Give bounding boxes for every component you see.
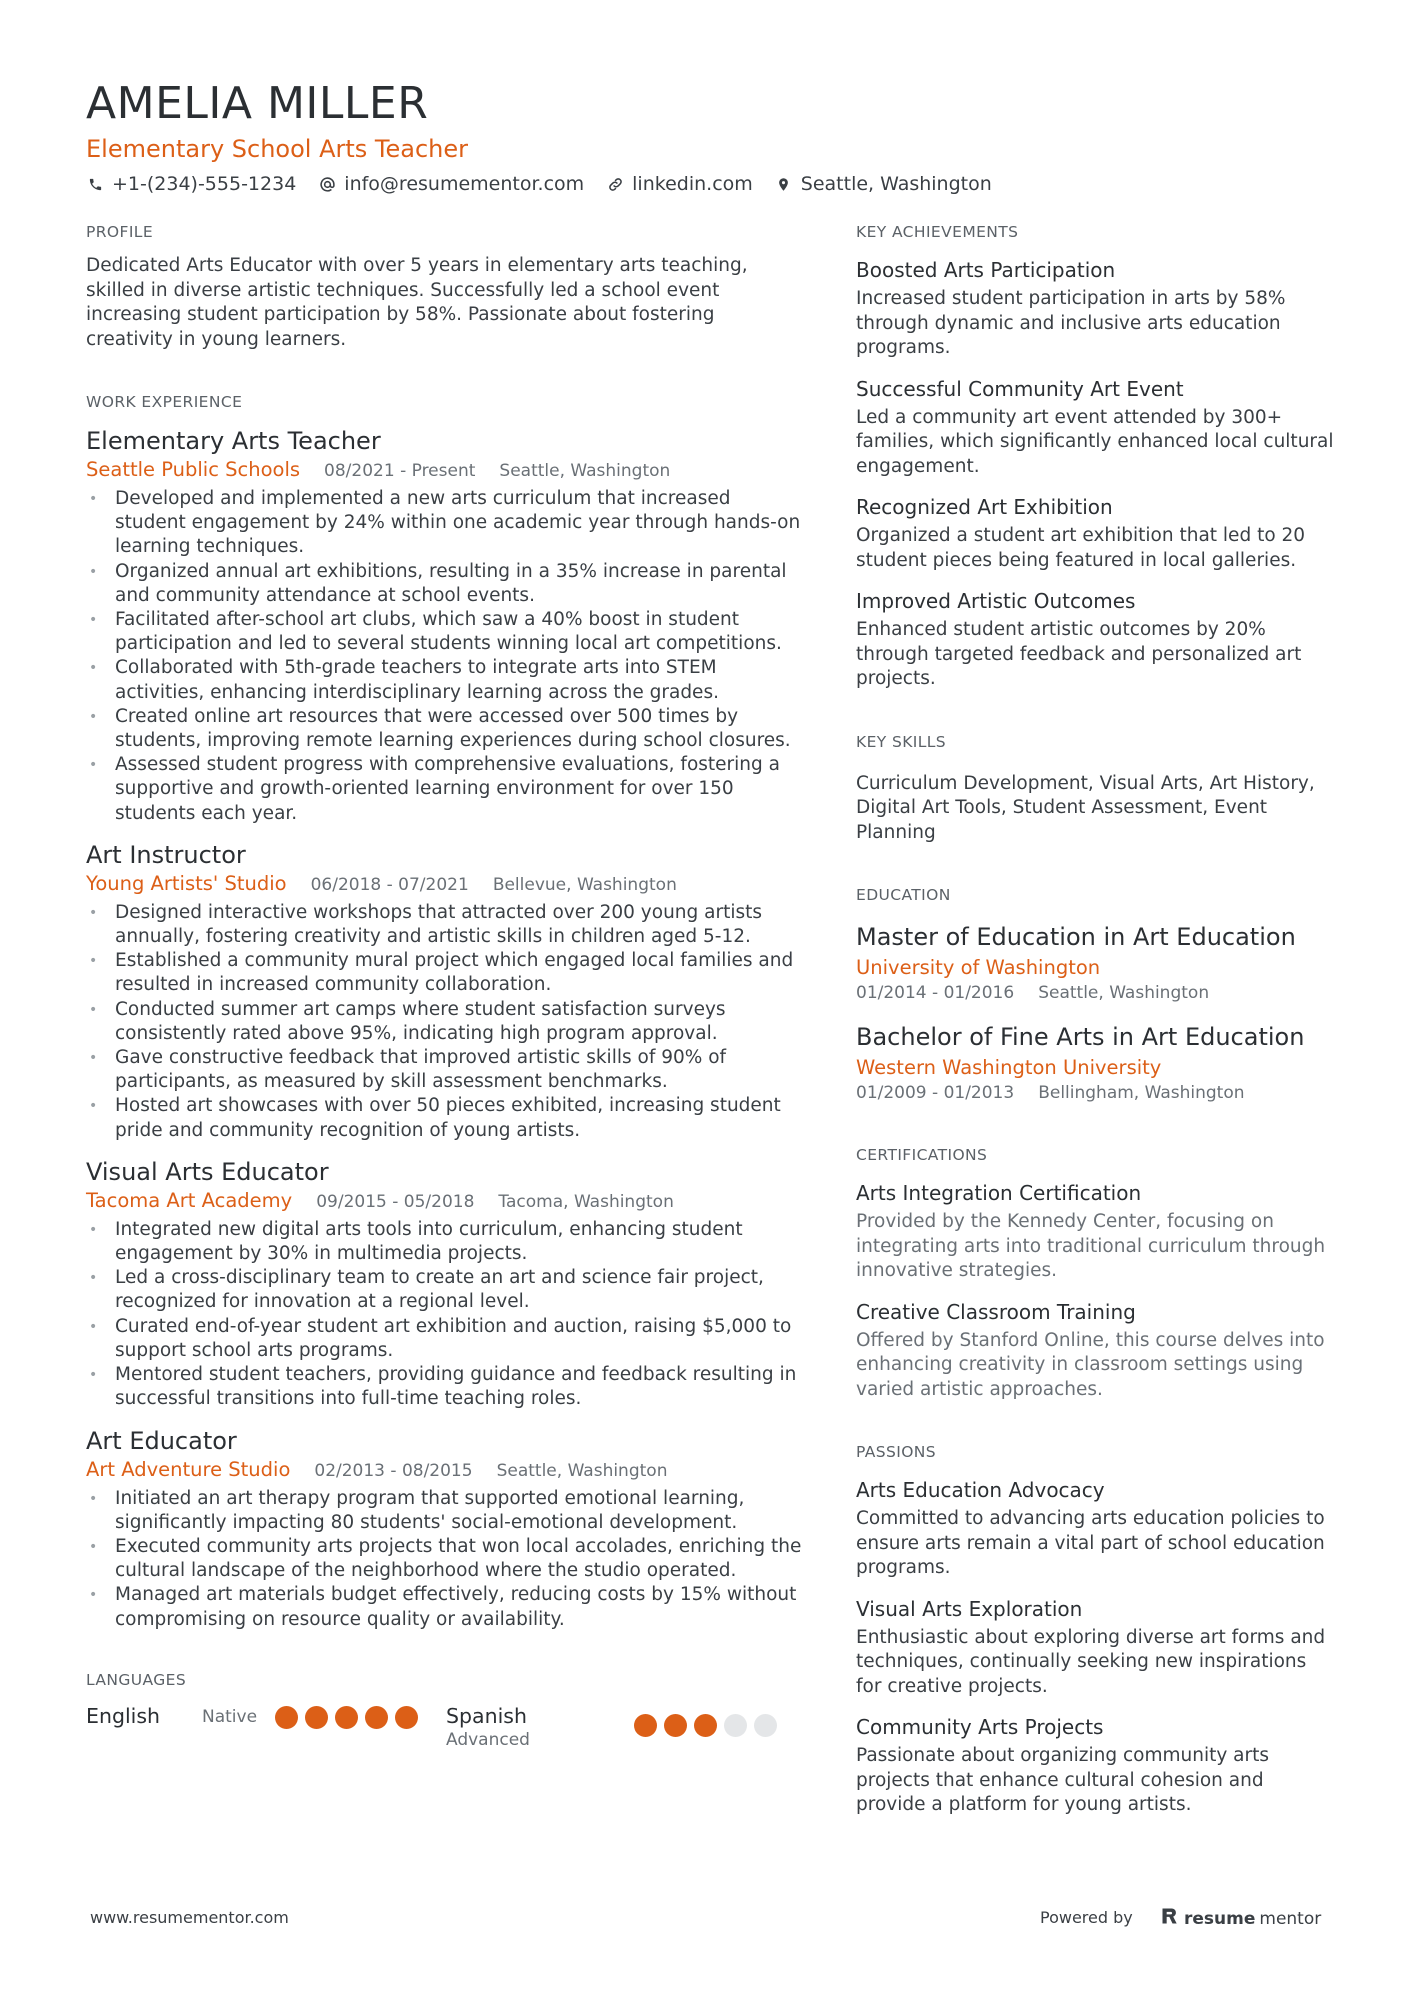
passions-heading: PASSIONS: [856, 1443, 937, 1461]
contact-bar: [86, 170, 1326, 198]
passion-title: Community Arts Projects: [856, 1715, 1104, 1739]
education-school: University of Washington: [856, 956, 1101, 979]
contact-phone-text: +1-(234)-555-1234: [112, 173, 297, 195]
job-dates: 02/2013 - 08/2015: [314, 1460, 473, 1481]
skills-heading: KEY SKILLS: [856, 732, 947, 751]
job-bullet: • Developed and implemented a new arts curriculum that increased student engagement by 24% within one academic year through hands-on learning techniques.: [86, 487, 806, 560]
passions-section: [856, 1442, 1336, 1818]
language-name: English: [86, 1703, 161, 1728]
education-heading: EDUCATION: [856, 886, 951, 904]
passion-desc: Enthusiastic about exploring diverse art forms and techniques, continually seeking new inspirations for creative projects.: [856, 1626, 1326, 1697]
job-dates: 09/2015 - 05/2018: [316, 1191, 475, 1212]
rating-dot-filled: [305, 1706, 328, 1729]
job-bullet: • Collaborated with 5th-grade teachers to integrate arts into STEM activities, enhancing interdisciplinary learning across the grades.: [86, 656, 806, 704]
passion-desc: Committed to advancing arts education policies to ensure arts remain a vital part of school education programs.: [856, 1508, 1325, 1578]
achievement-item: [856, 493, 1336, 573]
rating-dot-filled: [694, 1714, 717, 1737]
education-location: Seattle, Washington: [1038, 983, 1210, 1003]
job-title: Visual Arts Educator: [86, 1157, 329, 1186]
language-rating: [275, 1706, 418, 1729]
job-bullets: [86, 487, 806, 826]
link-icon: [606, 175, 624, 193]
job-entry: [86, 840, 806, 1143]
achievement-desc: Enhanced student artistic outcomes by 20% through targeted feedback and personalized art projects.: [856, 619, 1302, 689]
achievements-heading: KEY ACHIEVEMENTS: [856, 223, 1019, 241]
language-name: Spanish: [446, 1703, 527, 1728]
contact-phone[interactable]: [86, 170, 296, 198]
certification-item: [856, 1298, 1336, 1403]
education-school: Western Washington University: [856, 1056, 1162, 1079]
certification-item: [856, 1179, 1336, 1284]
education-dates: 01/2009 - 01/2013: [856, 1083, 1015, 1103]
job-dates: 08/2021 - Present: [324, 461, 476, 481]
education-item: [856, 1021, 1336, 1105]
job-bullet: • Mentored student teachers, providing guidance and feedback resulting in successful transitions into full-time teaching roles.: [86, 1363, 806, 1411]
skills-text: Curriculum Development, Visual Arts, Art History, Digital Art Tools, Student Assessment, Event Planning: [856, 772, 1315, 843]
right-column: [856, 222, 1336, 1818]
left-column: [86, 222, 806, 1752]
achievement-item: [856, 256, 1336, 361]
candidate-title: Elementary School Arts Teacher: [86, 135, 468, 163]
education-meta: [856, 981, 1336, 1005]
job-bullet: • Facilitated after-school art clubs, which saw a 40% boost in student participation and led to several students winning local art competitions.: [86, 608, 806, 656]
education-item: [856, 921, 1336, 1005]
achievement-title: Improved Artistic Outcomes: [856, 589, 1136, 613]
job-bullet: • Organized annual art exhibitions, resulting in a 35% increase in parental and community attendance at school events.: [86, 560, 806, 608]
contact-location: [775, 170, 992, 198]
certification-title: Creative Classroom Training: [856, 1299, 1136, 1324]
education-section: [856, 885, 1336, 1105]
job-bullet: • Executed community arts projects that won local accolades, enriching the cultural landscape of the neighborhood where the studio operated.: [86, 1535, 806, 1583]
job-meta: [86, 872, 806, 897]
candidate-name: AMELIA MILLER: [86, 78, 429, 129]
achievement-item: [856, 375, 1336, 480]
rating-dot-filled: [664, 1714, 687, 1737]
work-experience-heading: WORK EXPERIENCE: [86, 393, 243, 411]
logo-text-mentor: mentor: [1259, 1908, 1322, 1929]
job-bullet: • Integrated new digital arts tools into curriculum, enhancing student engagement by 30% in multimedia projects.: [86, 1218, 806, 1266]
job-bullet: • Managed art materials budget effectively, reducing costs by 15% without compromising on resource quality or availability.: [86, 1583, 806, 1631]
job-entry: [86, 1426, 806, 1632]
language-level: Native: [202, 1706, 258, 1727]
resumementor-logo-icon: [1160, 1906, 1180, 1931]
contact-email[interactable]: [318, 170, 584, 198]
at-icon: [318, 175, 336, 193]
passion-title: Visual Arts Exploration: [856, 1596, 1083, 1621]
achievement-item: [856, 587, 1336, 692]
job-bullets: [86, 1487, 806, 1632]
location-pin-icon: [775, 175, 793, 193]
language-item: [446, 1702, 806, 1752]
passion-desc: Passionate about organizing community arts projects that enhance cultural cohesion and provide a platform for young artists.: [856, 1745, 1270, 1815]
job-company: Tacoma Art Academy: [86, 1188, 293, 1212]
job-bullet: • Led a cross-disciplinary team to create an art and science fair project, recognized for innovation at a regional level.: [86, 1266, 806, 1314]
contact-linkedin-text: linkedin.com: [632, 173, 753, 195]
footer-powered-by: Powered by: [1040, 1908, 1133, 1927]
certification-desc: Provided by the Kennedy Center, focusing on integrating arts into traditional curriculum through innovative strategies.: [856, 1211, 1326, 1281]
education-degree: Master of Education in Art Education: [856, 923, 1296, 951]
job-company: Young Artists' Studio: [86, 871, 287, 895]
education-location: Bellingham, Washington: [1038, 1083, 1245, 1103]
profile-text: Dedicated Arts Educator with over 5 years in elementary arts teaching, skilled in diverse artistic techniques. Successfully led a school event increasing student participation by 58%. Passionate about fostering creativity in young learners.: [86, 255, 748, 350]
education-dates: 01/2014 - 01/2016: [856, 983, 1015, 1003]
job-company: Art Adventure Studio: [86, 1457, 291, 1481]
resume-header: [86, 78, 1326, 198]
achievement-desc: Increased student participation in arts by 58% through dynamic and inclusive arts education programs.: [856, 288, 1286, 358]
achievement-title: Successful Community Art Event: [856, 376, 1184, 401]
logo-text-resume: resume: [1184, 1908, 1256, 1929]
job-location: Seattle, Washington: [499, 461, 671, 481]
phone-icon: [86, 175, 104, 193]
job-title: Art Educator: [86, 1426, 237, 1455]
achievement-desc: Led a community art event attended by 300+ families, which significantly enhanced local cultural engagement.: [856, 406, 1334, 477]
page-footer: [90, 1906, 1330, 1936]
certifications-section: [856, 1145, 1336, 1402]
certification-title: Arts Integration Certification: [856, 1181, 1142, 1205]
rating-dot-filled: [335, 1706, 358, 1729]
certifications-heading: CERTIFICATIONS: [856, 1146, 988, 1164]
job-bullet: • Gave constructive feedback that improved artistic skills of 90% of participants, as measured by skill assessment benchmarks.: [86, 1046, 806, 1094]
job-title: Art Instructor: [86, 840, 246, 869]
education-degree: Bachelor of Fine Arts in Art Education: [856, 1023, 1305, 1051]
rating-dot-filled: [365, 1706, 388, 1729]
rating-dot-filled: [634, 1714, 657, 1737]
achievement-title: Boosted Arts Participation: [856, 258, 1116, 282]
job-bullets: [86, 901, 806, 1143]
language-level: Advanced: [446, 1729, 530, 1750]
language-rating: [634, 1714, 777, 1737]
contact-location-text: Seattle, Washington: [800, 173, 992, 195]
education-meta: [856, 1081, 1336, 1105]
contact-linkedin[interactable]: [606, 170, 753, 198]
job-entry: [86, 1157, 806, 1412]
job-bullet: • Hosted art showcases with over 50 pieces exhibited, increasing student pride and community recognition of young artists.: [86, 1094, 806, 1142]
work-experience-section: [86, 392, 806, 1632]
languages-list: [86, 1702, 806, 1752]
passion-item: [856, 1476, 1336, 1581]
job-location: Tacoma, Washington: [498, 1191, 674, 1212]
achievement-title: Recognized Art Exhibition: [856, 495, 1113, 519]
skills-section: [856, 732, 1336, 846]
passion-item: [856, 1595, 1336, 1700]
job-location: Seattle, Washington: [496, 1460, 668, 1481]
passion-title: Arts Education Advocacy: [856, 1478, 1105, 1502]
achievement-desc: Organized a student art exhibition that led to 20 student pieces being featured in local galleries.: [856, 525, 1306, 571]
job-company: Seattle Public Schools: [86, 458, 301, 481]
job-bullet: • Conducted summer art camps where student satisfaction surveys consistently rated above 95%, indicating high program approval.: [86, 998, 806, 1046]
job-bullet: • Designed interactive workshops that attracted over 200 young artists annually, fostering creativity and artistic skills in children aged 5-12.: [86, 901, 806, 949]
job-meta: [86, 1458, 806, 1483]
rating-dot-filled: [275, 1706, 298, 1729]
job-title: Elementary Arts Teacher: [86, 427, 381, 455]
job-bullet: • Curated end-of-year student art exhibition and auction, raising $5,000 to support school arts programs.: [86, 1315, 806, 1363]
job-bullet: • Established a community mural project which engaged local families and resulted in increased community collaboration.: [86, 949, 806, 997]
achievements-section: [856, 222, 1336, 692]
language-item: [86, 1702, 446, 1752]
footer-url[interactable]: www.resumementor.com: [90, 1908, 289, 1927]
job-bullet: • Created online art resources that were accessed over 500 times by students, improving remote learning experiences during school closures.: [86, 705, 806, 753]
passion-item: [856, 1713, 1336, 1818]
contact-email-text: info@resumementor.com: [344, 173, 585, 195]
job-dates: 06/2018 - 07/2021: [310, 874, 469, 895]
rating-dot-empty: [754, 1714, 777, 1737]
job-bullet: • Assessed student progress with comprehensive evaluations, fostering a supportive and growth-oriented learning environment for over 150 students each year.: [86, 753, 806, 826]
certification-desc: Offered by Stanford Online, this course delves into enhancing creativity in classroom settings using varied artistic approaches.: [856, 1329, 1325, 1400]
resumementor-logo[interactable]: [1160, 1906, 1321, 1931]
job-meta: [86, 458, 806, 483]
job-entry: [86, 426, 806, 826]
languages-section: [86, 1670, 806, 1752]
job-bullets: [86, 1218, 806, 1412]
job-meta: [86, 1189, 806, 1214]
job-bullet: • Initiated an art therapy program that supported emotional learning, significantly impacting 80 students' social-emotional development.: [86, 1487, 806, 1535]
job-location: Bellevue, Washington: [492, 874, 677, 895]
profile-section: [86, 222, 806, 352]
rating-dot-empty: [724, 1714, 747, 1737]
languages-heading: LANGUAGES: [86, 1670, 187, 1689]
rating-dot-filled: [395, 1706, 418, 1729]
profile-heading: PROFILE: [86, 223, 154, 241]
